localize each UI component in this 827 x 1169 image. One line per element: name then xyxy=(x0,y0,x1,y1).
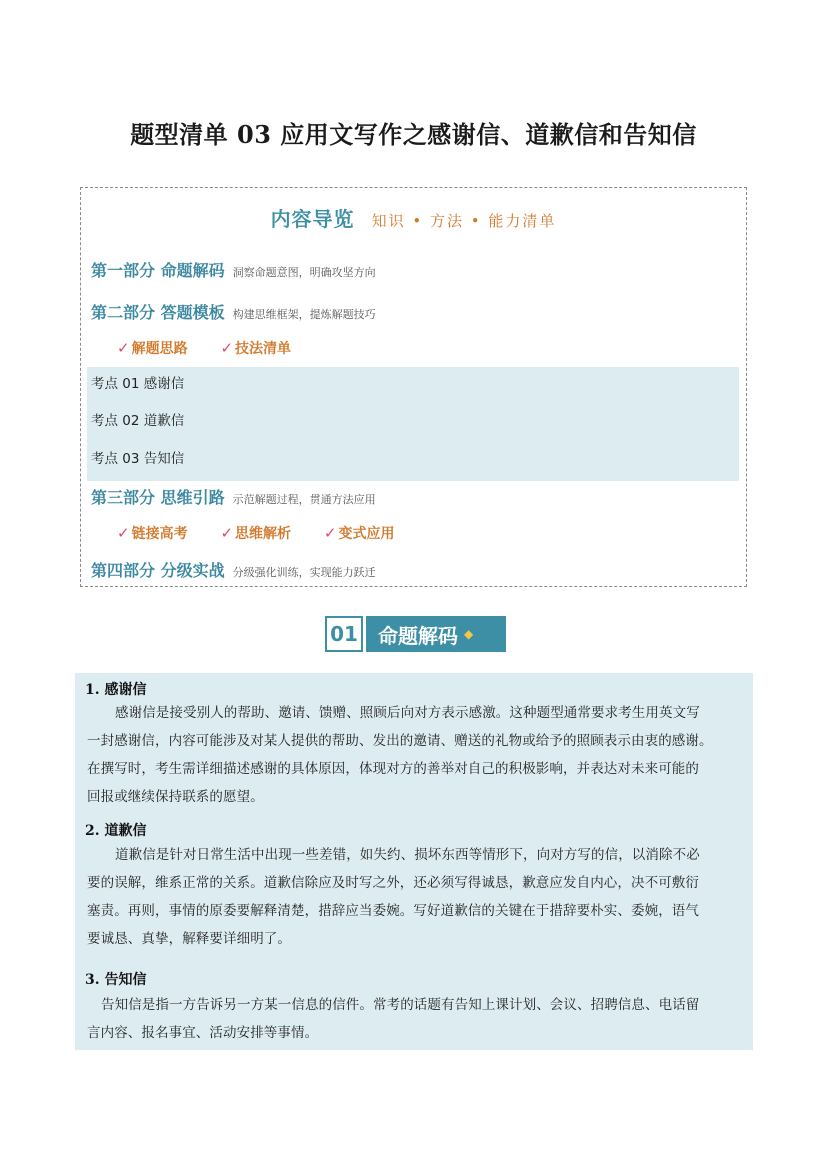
section-label-box xyxy=(366,616,506,652)
section-number: 01 xyxy=(325,616,363,652)
tag-jieti-silu: ✓ 解题思路 xyxy=(117,339,188,357)
kaodian-1: 考点 01 感谢信 xyxy=(91,376,185,392)
check-mark-icon: ✓ xyxy=(117,524,130,542)
kaodian-box xyxy=(87,367,739,481)
part-3-desc: 示范解题过程，贯通方法应用 xyxy=(232,493,376,506)
guide-header xyxy=(81,203,746,232)
guide-title: 内容导览 xyxy=(270,207,355,231)
tag-siwei-jiexi: ✓ 思维解析 xyxy=(220,524,292,542)
part-4-name: 第四部分 分级实战 xyxy=(91,561,225,580)
tag-bianshi-yingyong: ✓ 变式应用 xyxy=(323,524,395,542)
section-label: 命题解码 xyxy=(378,623,458,648)
page-title: 题型清单 03 应用文写作之感谢信、道歉信和告知信 xyxy=(130,120,697,149)
part-1-name: 第一部分 命题解码 xyxy=(91,261,225,280)
section-badge xyxy=(325,616,506,652)
item-3-line-2: 言内容、报名事宜、活动安排等事情。 xyxy=(87,1025,319,1041)
part-1 xyxy=(91,258,376,281)
content-guide-box xyxy=(80,187,747,587)
diamond-icon: ◆ xyxy=(464,627,474,641)
check-mark-icon: ✓ xyxy=(117,339,130,357)
item-2-line-1: 道歉信是针对日常生活中出现一些差错，如失约、损坏东西等情形下，向对方写的信，以消除不必 xyxy=(115,847,700,863)
part-2-name: 第二部分 答题模板 xyxy=(91,303,225,322)
kaodian-3: 考点 03 告知信 xyxy=(91,451,185,467)
item-1-line-2: 一封感谢信，内容可能涉及对某人提供的帮助、发出的邀请、赠送的礼物或给予的照顾表示由衷的感谢。 xyxy=(87,733,713,749)
check-mark-icon: ✓ xyxy=(220,339,234,357)
item-3-line-1: 告知信是指一方告诉另一方某一信息的信件。常考的话题有告知上课计划、会议、招聘信息、电话留 xyxy=(101,997,700,1013)
tag-jifa-qingdan: ✓ 技法清单 xyxy=(220,339,292,357)
part-3-name: 第三部分 思维引路 xyxy=(91,488,225,507)
content-box xyxy=(75,673,753,1050)
check-mark-icon: ✓ xyxy=(323,524,337,542)
item-1-line-1: 感谢信是接受别人的帮助、邀请、馈赠、照顾后向对方表示感激。这种题型通常要求考生用英文写 xyxy=(115,705,700,721)
part-2-tags xyxy=(117,338,319,358)
tag-lianjie-gaokao: ✓ 链接高考 xyxy=(117,524,188,542)
part-4-desc: 分级强化训练，实现能力跃迁 xyxy=(232,566,376,579)
part-3-tags xyxy=(117,523,422,543)
part-3 xyxy=(91,485,376,508)
kaodian-2: 考点 02 道歉信 xyxy=(91,413,185,429)
part-2 xyxy=(91,300,376,323)
check-mark-icon: ✓ xyxy=(220,524,234,542)
item-2-line-4: 要诚恳、真挚，解释要详细明了。 xyxy=(87,931,291,947)
part-4 xyxy=(91,558,376,581)
item-1-heading: 1. 感谢信 xyxy=(85,682,147,698)
item-2-heading: 2. 道歉信 xyxy=(85,823,147,839)
item-1-line-4: 回报或继续保持联系的愿望。 xyxy=(87,789,264,805)
item-2-line-2: 要的误解，维系正常的关系。道歉信除应及时写之外，还必须写得诚恳，歉意应发自内心，决不可敷衍 xyxy=(87,875,699,891)
part-1-desc: 洞察命题意图，明确攻坚方向 xyxy=(232,266,376,279)
item-2-line-3: 塞责。再则，事情的原委要解释清楚，措辞应当委婉。写好道歉信的关键在于措辞要朴实、委婉，语气 xyxy=(87,903,699,919)
item-3-heading: 3. 告知信 xyxy=(85,972,147,988)
part-2-desc: 构建思维框架，提炼解题技巧 xyxy=(232,308,376,321)
item-1-line-3: 在撰写时，考生需详细描述感谢的具体原因，体现对方的善举对自己的积极影响，并表达对未来可能的 xyxy=(87,761,699,777)
guide-subtitle: 知识 • 方法 • 能力清单 xyxy=(371,212,557,230)
